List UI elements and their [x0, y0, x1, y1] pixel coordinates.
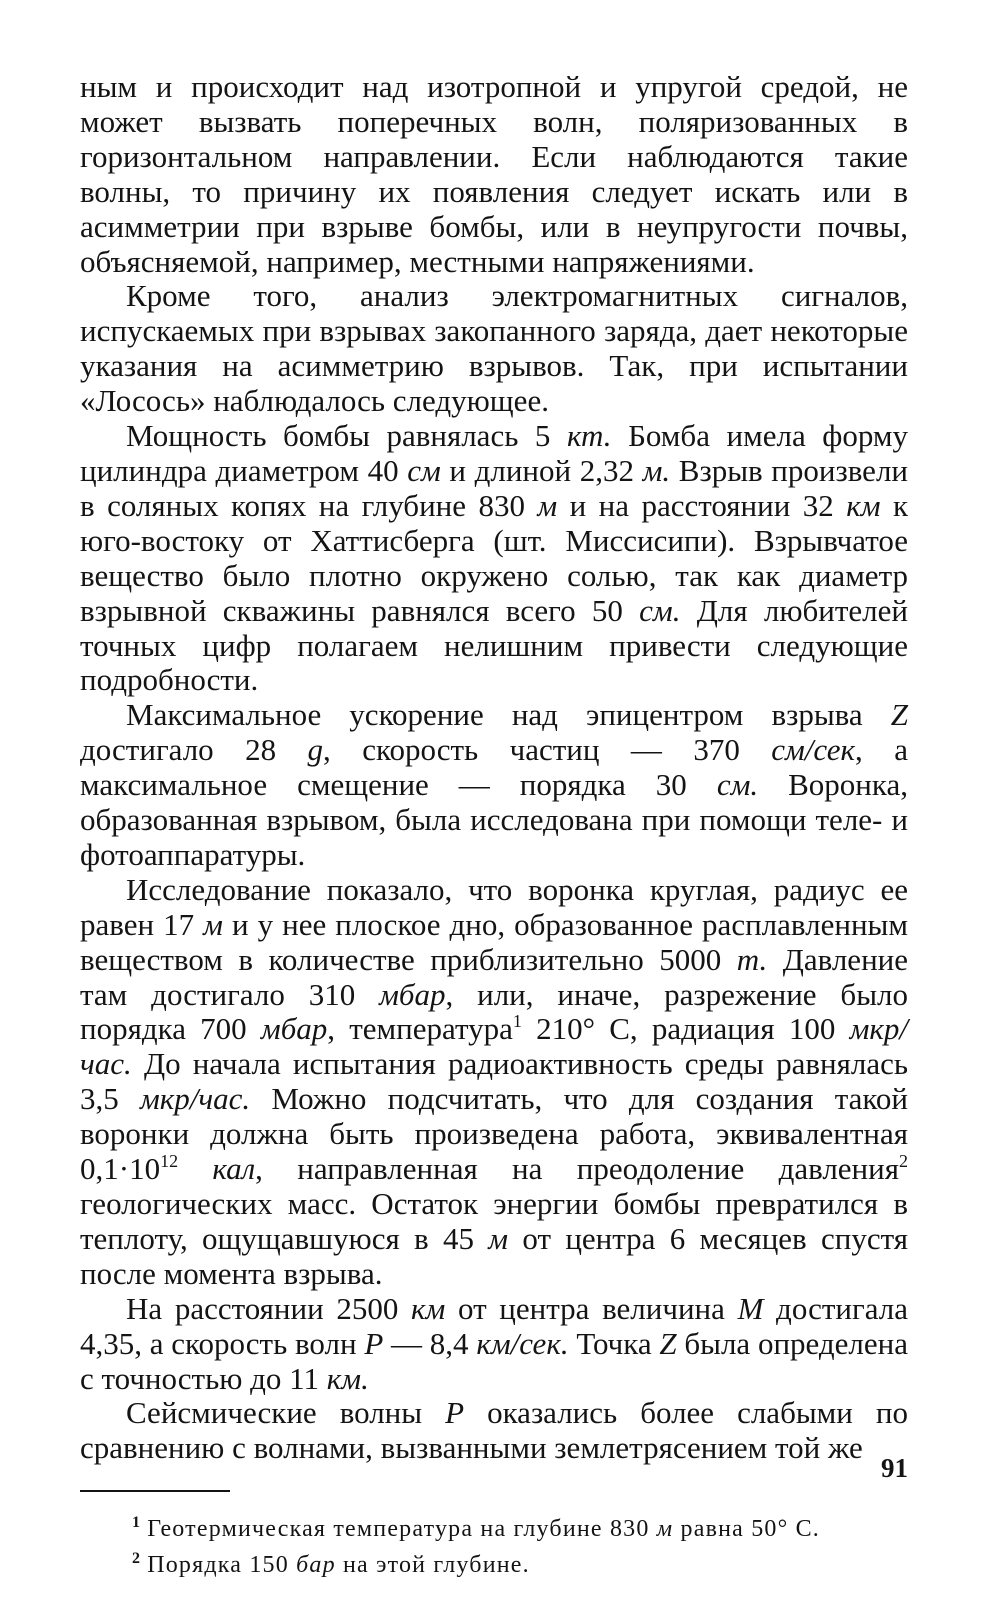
main-text [80, 70, 908, 1466]
footnote-text: Порядка 150 бар на этой глубине. [147, 1552, 530, 1579]
page-body [80, 70, 908, 1580]
footnote-mark: 1 [132, 1514, 142, 1532]
paragraph: Сейсмические волны Р оказались более слабыми по сравнению с волнами, вызванными землетрясением той же [80, 1395, 908, 1466]
page-number: 91 [881, 1453, 908, 1483]
paragraph: Исследование показало, что воронка круглая, радиус ее равен 17 м и у нее плоское дно, образованное расплавленным веществом в количестве приблизительно 5000 т. Давление там достигало 310 мбар, или, иначе, разрежение было порядка 700 мбар, температура$^1$ 210° C, радиация 100 мкр/час. До начала испытания радиоактивность среды равнялась 3,5 мкр/час. Можно подсчитать, что для создания такой воронки должна быть произведена работа, эквивалентная $0,1\cdot 10^{12}$ кал, направленная на преодоление давления$^2$ геологических масс. Остаток энергии бомбы превратился в теплоту, ощущавшуюся в 45 м от центра 6 месяцев спустя после момента взрыва. [80, 871, 909, 1291]
footnote [80, 1544, 908, 1580]
footnote [80, 1508, 908, 1544]
footnote-separator [80, 1490, 230, 1492]
paragraph: ным и происходит над изотропной и упругой средой, не может вызвать поперечных волн, поляризованных в горизонтальном направлении. Если наблюдаются такие волны, то причину их появления следует искать или в асимметрии при взрыве бомбы, или в неупругости почвы, объясняемой, например, местными напряжениями. [80, 69, 908, 279]
footnotes [80, 1508, 908, 1580]
footnote-text: Геотермическая температура на глубине 830 м равна 50° С. [147, 1516, 820, 1543]
footnote-mark: 2 [132, 1550, 142, 1568]
paragraph: Мощность бомбы равнялась 5 кт. Бомба имела форму цилиндра диаметром 40 см и длиной 2,32 м. Взрыв произвели в соляных копях на глубине 830 м и на расстоянии 32 км к юго-востоку от Хаттисберга (шт. Миссисипи). Взрывчатое вещество было плотно окружено солью, так как диаметр взрывной скважины равнялся всего 50 см. Для любителей точных цифр полагаем нелишним привести следующие подробности. [80, 418, 909, 698]
paragraph: Кроме того, анализ электромагнитных сигналов, испускаемых при взрывах закопанного заряда, дает некоторые указания на асимметрию взрывов. Так, при испытании «Лосось» наблюдалось следующее. [80, 278, 908, 419]
paragraph: На расстоянии 2500 км от центра величина М достигала 4,35, а скорость волн Р — 8,4 км/сек. Точка Z была определена с точностью до 11 км. [80, 1290, 908, 1396]
paragraph: Максимальное ускорение над эпицентром взрыва Z достигало 28 g, скорость частиц — 370 см/сек, а максимальное смещение — порядка 30 см. Воронка, образованная взрывом, была исследована при помощи теле- и фотоаппаратуры. [80, 697, 908, 872]
